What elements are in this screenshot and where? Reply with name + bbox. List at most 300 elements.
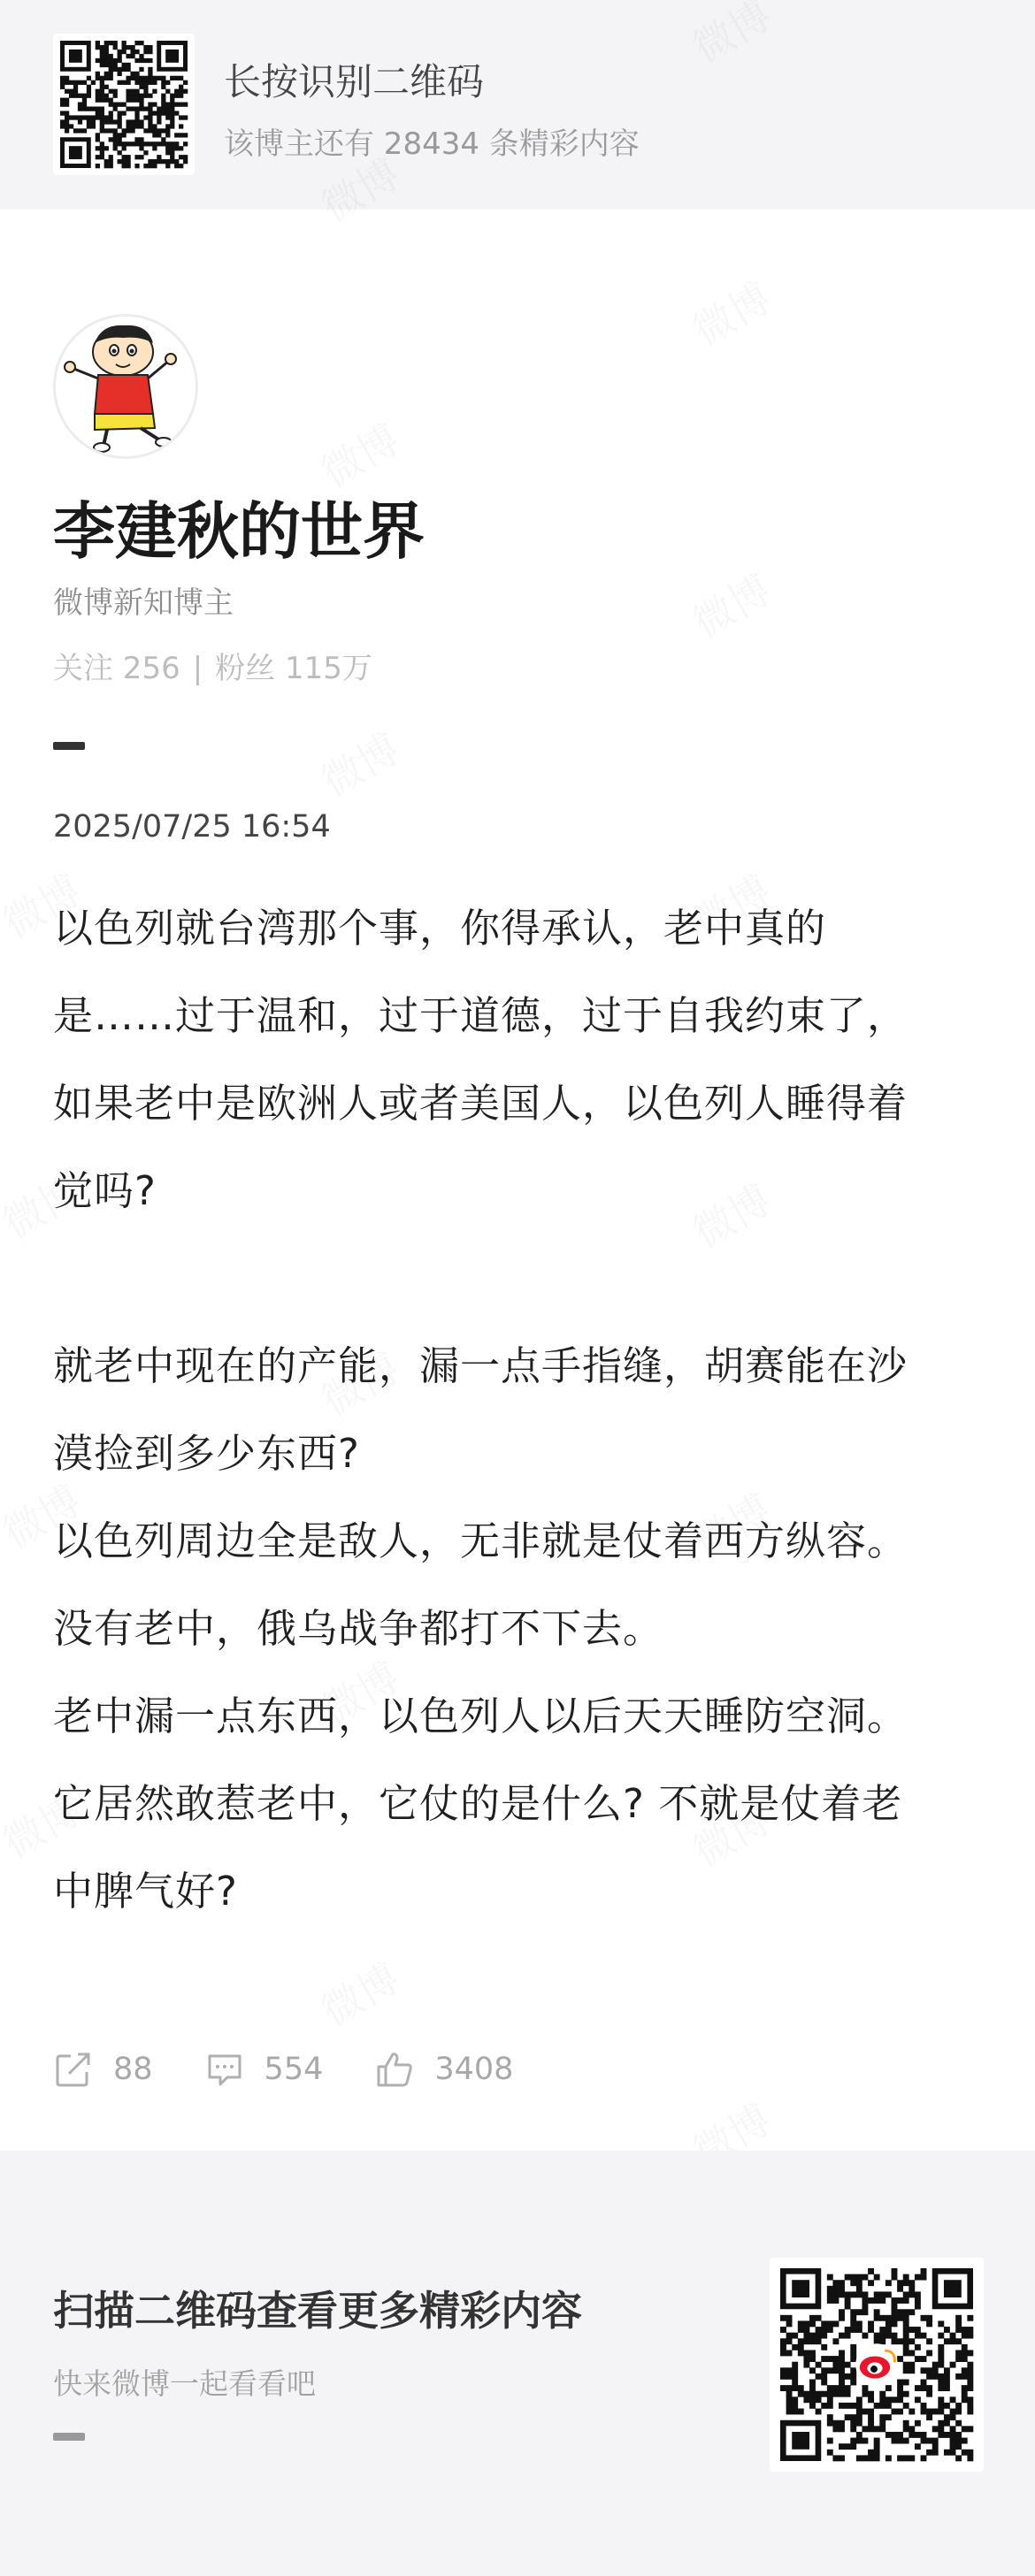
qr-module (809, 2403, 816, 2409)
qr-module (78, 94, 82, 98)
qr-module (915, 2385, 921, 2391)
qr-module (879, 2315, 886, 2321)
qr-module (96, 133, 100, 137)
qr-module (821, 2327, 827, 2333)
qr-module (903, 2297, 909, 2304)
qr-module (850, 2443, 856, 2450)
qr-module (786, 2396, 793, 2403)
qr-module (786, 2338, 793, 2344)
qr-module (816, 2362, 822, 2368)
qr-module (143, 164, 148, 168)
qr-module (130, 89, 134, 94)
qr-module (165, 124, 170, 128)
qr-module (96, 146, 100, 150)
qr-module (862, 2297, 868, 2304)
qr-module (104, 85, 109, 89)
qr-module (139, 103, 143, 107)
following-count[interactable]: 关注 256 (53, 651, 180, 686)
qr-module (809, 2315, 816, 2321)
qr-module (104, 58, 109, 63)
qr-module (104, 164, 109, 168)
qr-module (96, 111, 100, 115)
qr-module (126, 94, 130, 98)
qr-module (903, 2327, 909, 2333)
watermark (310, 717, 410, 808)
qr-module (65, 80, 69, 85)
qr-module (786, 2409, 793, 2415)
qr-module (130, 98, 134, 103)
qr-module (892, 2409, 898, 2415)
qr-module (170, 141, 174, 146)
qr-module (892, 2438, 898, 2444)
qr-module (856, 2274, 862, 2281)
qr-module (926, 2350, 932, 2356)
qr-module (955, 2409, 962, 2415)
followers-count[interactable]: 粉丝 115万 (215, 651, 372, 686)
qr-module (183, 155, 188, 159)
qr-module (792, 2367, 798, 2373)
qr-module (130, 45, 134, 50)
qr-module (850, 2350, 856, 2356)
qr-module (832, 2391, 839, 2397)
qr-module (148, 164, 152, 168)
qr-module (915, 2356, 921, 2362)
qr-module (130, 106, 134, 111)
qr-module (165, 115, 170, 119)
qr-module (921, 2274, 927, 2281)
qr-module (845, 2385, 851, 2391)
qr-module (862, 2391, 868, 2397)
like-button[interactable] (374, 2049, 513, 2090)
qr-module (955, 2438, 962, 2444)
qr-module (874, 2443, 880, 2450)
qr-module (139, 141, 143, 146)
qr-module (109, 67, 113, 72)
qr-module (143, 141, 148, 146)
blogger-name[interactable]: 李建秋的世界 (53, 495, 425, 568)
qr-module (832, 2338, 839, 2344)
avatar[interactable] (53, 314, 198, 459)
qr-module (908, 2309, 915, 2315)
qr-module (827, 2414, 833, 2420)
qr-module (903, 2338, 909, 2344)
qr-module (915, 2344, 921, 2351)
qr-module (100, 124, 104, 128)
qr-module (903, 2403, 909, 2409)
qr-module (809, 2338, 816, 2344)
qr-module (897, 2380, 903, 2386)
qr-module (850, 2380, 856, 2386)
qr-module (886, 2455, 892, 2461)
qr-module (839, 2356, 845, 2362)
qr-module (856, 2409, 862, 2415)
qr-module (827, 2367, 833, 2373)
qr-module (109, 63, 113, 67)
qr-module (78, 103, 82, 107)
qr-module (908, 2338, 915, 2344)
qr-module (157, 141, 161, 146)
qr-module (908, 2291, 915, 2297)
qr-module (113, 119, 118, 124)
qr-module (856, 2438, 862, 2444)
qr-module (874, 2291, 880, 2297)
qr-module (955, 2320, 962, 2327)
qr-module (91, 124, 96, 128)
post-timestamp: 2025/07/25 16:54 (53, 809, 331, 845)
qr-module (892, 2309, 898, 2315)
qr-module (174, 111, 179, 115)
qr-module (780, 2373, 786, 2380)
qr-module (862, 2385, 868, 2391)
qr-module (868, 2268, 874, 2274)
qr-finder (69, 50, 82, 63)
qr-module (803, 2338, 809, 2344)
qr-module (165, 111, 170, 115)
qr-module (122, 111, 126, 115)
qr-module (879, 2396, 886, 2403)
qr-module (170, 98, 174, 103)
qr-module (109, 115, 113, 119)
qr-module (134, 98, 139, 103)
qr-module (113, 137, 118, 141)
qr-module (932, 2362, 939, 2368)
qr-module (143, 45, 148, 50)
qr-module (921, 2356, 927, 2362)
qr-module (798, 2350, 804, 2356)
qr-module (926, 2373, 932, 2380)
post-line: 漠捡到多少东西? (53, 1430, 360, 1477)
qr-module (130, 50, 134, 54)
qr-module (962, 2373, 968, 2380)
qr-module (915, 2304, 921, 2310)
qr-module (874, 2274, 880, 2281)
qr-module (65, 124, 69, 128)
comment-count: 554 (264, 2052, 324, 2087)
qr-module (157, 155, 161, 159)
qr-module (165, 106, 170, 111)
qr-module (118, 137, 122, 141)
qr-module (100, 54, 104, 58)
qr-module (915, 2396, 921, 2403)
qr-module (161, 128, 165, 133)
qr-module (174, 89, 179, 94)
qr-module (152, 124, 157, 128)
qr-module (809, 2391, 816, 2397)
qr-module (109, 155, 113, 159)
qr-module (143, 58, 148, 63)
qr-module (903, 2315, 909, 2321)
qr-module (827, 2385, 833, 2391)
qr-module (926, 2315, 932, 2321)
qr-module (886, 2385, 892, 2391)
qr-module (868, 2450, 874, 2456)
qr-module (798, 2344, 804, 2351)
qr-module (962, 2391, 968, 2397)
qr-module (65, 128, 69, 133)
qr-module (932, 2443, 939, 2450)
qr-module (148, 115, 152, 119)
qr-module (967, 2450, 973, 2456)
qr-module (903, 2391, 909, 2397)
qr-module (60, 111, 65, 115)
qr-module (955, 2327, 962, 2333)
qr-module (892, 2396, 898, 2403)
qr-module (938, 2380, 944, 2386)
qr-module (850, 2320, 856, 2327)
qr-module (816, 2327, 822, 2333)
post-line: 是……过于温和，过于道德，过于自我约束了， (53, 992, 908, 1039)
qr-module (850, 2274, 856, 2281)
qr-module (874, 2403, 880, 2409)
qr-module (96, 155, 100, 159)
qr-module (161, 76, 165, 80)
qr-module (915, 2291, 921, 2297)
qr-module (944, 2338, 950, 2344)
qr-module (816, 2391, 822, 2397)
qr-module (803, 2362, 809, 2368)
qr-module (827, 2291, 833, 2297)
qr-module (780, 2367, 786, 2373)
weibo-logo-icon (870, 2366, 878, 2373)
qr-module (921, 2385, 927, 2391)
qr-module (903, 2426, 909, 2432)
qr-module (165, 146, 170, 150)
qr-module (73, 115, 78, 119)
qr-module (845, 2304, 851, 2310)
qr-module (100, 146, 104, 150)
qr-module (897, 2315, 903, 2321)
repost-button[interactable] (53, 2049, 153, 2090)
qr-module (816, 2338, 822, 2344)
qr-module (73, 85, 78, 89)
qr-module (903, 2438, 909, 2444)
qr-module (143, 150, 148, 155)
comment-button[interactable] (204, 2049, 324, 2090)
qr-module (113, 63, 118, 67)
qr-module (962, 2396, 968, 2403)
qr-module (938, 2320, 944, 2327)
qr-module (886, 2403, 892, 2409)
qr-module (932, 2426, 939, 2432)
qr-module (897, 2297, 903, 2304)
qr-module (157, 128, 161, 133)
weibo-qr-code-icon[interactable] (770, 2258, 984, 2472)
qr-module (82, 80, 87, 85)
qr-module (897, 2356, 903, 2362)
qr-module (73, 128, 78, 133)
qr-module (65, 103, 69, 107)
qr-module (109, 137, 113, 141)
qr-module (780, 2338, 786, 2344)
qr-module (139, 124, 143, 128)
qr-module (91, 115, 96, 119)
qr-module (903, 2309, 909, 2315)
qr-module (130, 124, 134, 128)
qr-module (148, 58, 152, 63)
qr-module (832, 2356, 839, 2362)
qr-module (908, 2426, 915, 2432)
qr-module (962, 2426, 968, 2432)
qr-module (65, 119, 69, 124)
qr-module (850, 2367, 856, 2373)
qr-module (65, 115, 69, 119)
qr-module (827, 2391, 833, 2397)
qr-module (915, 2297, 921, 2304)
qr-module (803, 2327, 809, 2333)
qr-module (170, 124, 174, 128)
qr-module (809, 2385, 816, 2391)
post-line: 中脾气好? (53, 1868, 238, 1915)
banner-subtitle: 该博主还有 28434 条精彩内容 (224, 126, 640, 162)
qr-module (792, 2396, 798, 2403)
qr-module (100, 106, 104, 111)
qr-module (118, 133, 122, 137)
qr-module (845, 2373, 851, 2380)
qr-module (109, 58, 113, 63)
qr-module (109, 54, 113, 58)
qr-module (165, 103, 170, 107)
qr-module (827, 2320, 833, 2327)
qr-module (950, 2338, 956, 2344)
qr-module (91, 106, 96, 111)
post-line: 就老中现在的产能，漏一点手指缝，胡赛能在沙 (53, 1342, 908, 1389)
qr-module (73, 89, 78, 94)
qr-module (174, 133, 179, 137)
qr-module (792, 2380, 798, 2386)
qr-module (967, 2350, 973, 2356)
qr-module (161, 106, 165, 111)
qr-module (938, 2362, 944, 2368)
qr-module (862, 2438, 868, 2444)
qr-module (134, 124, 139, 128)
qr-module (792, 2409, 798, 2415)
qr-module (174, 164, 179, 168)
repost-icon (53, 2049, 94, 2090)
qr-module (862, 2426, 868, 2432)
qr-code-icon[interactable] (53, 34, 195, 175)
qr-module (874, 2455, 880, 2461)
qr-module (897, 2309, 903, 2315)
paragraph-gap (53, 1234, 982, 1322)
qr-module (134, 137, 139, 141)
qr-module (118, 119, 122, 124)
qr-module (821, 2373, 827, 2380)
qr-module (165, 89, 170, 94)
qr-module (921, 2403, 927, 2409)
qr-module (926, 2409, 932, 2415)
qr-module (174, 159, 179, 164)
qr-module (183, 159, 188, 164)
qr-module (879, 2420, 886, 2427)
qr-module (126, 89, 130, 94)
qr-module (792, 2333, 798, 2339)
qr-module (69, 115, 73, 119)
qr-module (73, 80, 78, 85)
bottom-subtitle: 快来微博一起看看吧 (53, 2366, 316, 2401)
qr-module (832, 2291, 839, 2297)
qr-module (856, 2396, 862, 2403)
qr-module (122, 67, 126, 72)
qr-module (845, 2391, 851, 2397)
qr-module (100, 85, 104, 89)
qr-module (962, 2450, 968, 2456)
qr-module (161, 137, 165, 141)
qr-module (148, 94, 152, 98)
qr-module (944, 2420, 950, 2427)
qr-module (938, 2356, 944, 2362)
qr-module (113, 128, 118, 133)
qr-module (850, 2414, 856, 2420)
qr-module (152, 80, 157, 85)
qr-module (60, 85, 65, 89)
qr-module (118, 111, 122, 115)
qr-module (174, 146, 179, 150)
qr-module (845, 2274, 851, 2281)
qr-module (915, 2432, 921, 2438)
qr-module (821, 2403, 827, 2409)
qr-module (148, 141, 152, 146)
qr-module (874, 2309, 880, 2315)
qr-module (104, 50, 109, 54)
qr-module (967, 2315, 973, 2321)
qr-finder (69, 146, 82, 159)
qr-module (126, 124, 130, 128)
qr-module (165, 128, 170, 133)
qr-module (134, 115, 139, 119)
qr-module (938, 2432, 944, 2438)
qr-module (139, 67, 143, 72)
qr-module (161, 80, 165, 85)
qr-module (165, 133, 170, 137)
qr-module (100, 115, 104, 119)
qr-module (100, 94, 104, 98)
qr-module (148, 111, 152, 115)
qr-module (944, 2432, 950, 2438)
qr-module (157, 106, 161, 111)
qr-module (886, 2291, 892, 2297)
qr-module (139, 85, 143, 89)
qr-module (100, 89, 104, 94)
bottom-title: 扫描二维码查看更多精彩内容 (53, 2287, 582, 2335)
qr-module (96, 98, 100, 103)
qr-module (148, 124, 152, 128)
qr-module (122, 164, 126, 168)
qr-module (967, 2333, 973, 2339)
qr-module (100, 150, 104, 155)
qr-module (892, 2315, 898, 2321)
qr-module (915, 2333, 921, 2339)
watermark (310, 1946, 410, 2037)
qr-module (786, 2403, 793, 2409)
qr-module (139, 80, 143, 85)
qr-module (157, 115, 161, 119)
qr-module (100, 80, 104, 85)
qr-module (60, 80, 65, 85)
qr-module (96, 137, 100, 141)
qr-module (792, 2344, 798, 2351)
qr-module (104, 54, 109, 58)
qr-module (143, 94, 148, 98)
qr-module (856, 2432, 862, 2438)
qr-module (152, 133, 157, 137)
qr-module (786, 2333, 793, 2339)
qr-module (962, 2367, 968, 2373)
qr-module (874, 2338, 880, 2344)
qr-module (967, 2362, 973, 2368)
qr-module (921, 2268, 927, 2274)
qr-module (816, 2373, 822, 2380)
qr-module (104, 159, 109, 164)
